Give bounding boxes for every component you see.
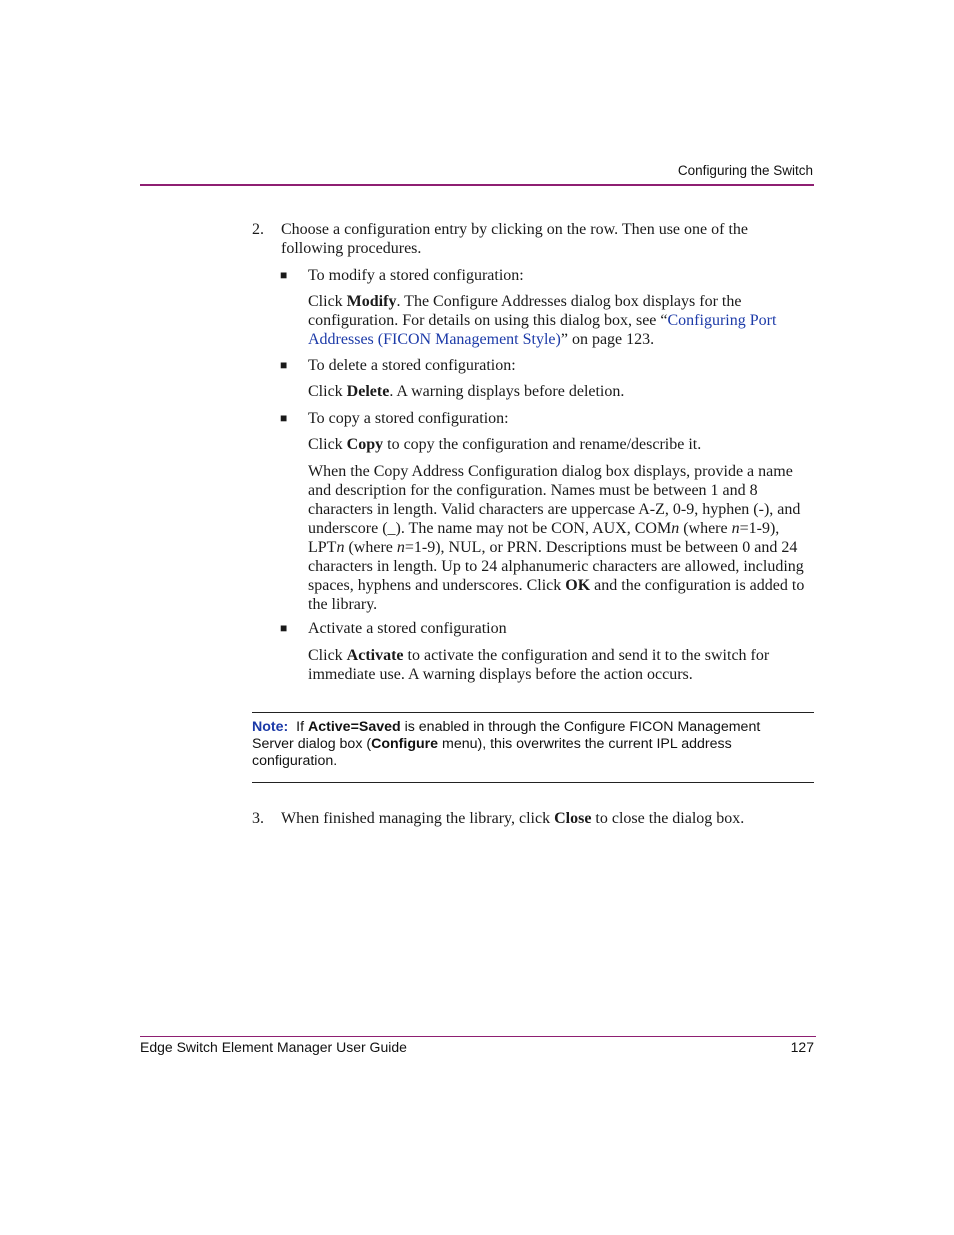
bullet-square-icon: ■ [280,268,288,282]
configuring-port-addresses-link[interactable]: Configuring Port Addresses (FICON Management Style) [308,312,777,348]
bullet-text: To modify a stored configuration: [308,267,524,284]
header-rule [140,184,814,186]
activate-button-ref: Activate [346,647,404,664]
note-top-rule [252,712,814,713]
delete-button-ref: Delete [346,383,390,400]
close-button-ref: Close [554,810,592,827]
footer-rule [140,1036,816,1037]
step-number: 2. [252,221,264,238]
modify-paragraph: Click Modify. The Configure Addresses dialog box displays for the configuration. For details on using this dialog box, see “Configuring Port Addresses (FICON Management Style)” on page 123. [308,293,777,348]
footer-title: Edge Switch Element Manager User Guide [140,1039,407,1055]
bullet-text: To delete a stored configuration: [308,357,516,374]
ok-button-ref: OK [565,577,591,594]
bullet-square-icon: ■ [280,411,288,425]
delete-paragraph: Click Delete. A warning displays before deletion. [308,383,625,400]
note-box: Note: If Active=Saved is enabled in through the Configure FICON Management Server dialog box (Configure menu), this overwrites the current IPL address configuration. [252,719,761,769]
bullet-square-icon: ■ [280,358,288,372]
step-text: When finished managing the library, click Close to close the dialog box. [281,810,745,827]
note-label: Note: [252,719,289,735]
step-text: Choose a configuration entry by clicking on the row. Then use one of the following procedures. [281,221,748,257]
copy-details-paragraph: When the Copy Address Configuration dialog box displays, provide a name and description for the configuration. Names must be between 1 and 8 characters in length. Valid characters are uppercase A-Z, 0-9, hyphen (-), and underscore (_). The name may not be CON, AUX, COMn (where n=1-9), LPTn (where n=1-9), NUL, or PRN. Descriptions must be between 0 and 24 characters in length. Up to 24 alphanumeric characters are allowed, including spaces, hyphens and underscores. Click OK and the configuration is added to the library. [308,463,805,613]
bullet-square-icon: ■ [280,621,288,635]
bullet-text: To copy a stored configuration: [308,410,509,427]
page-number: 127 [790,1039,814,1055]
note-bottom-rule [252,782,814,783]
bullet-text: Activate a stored configuration [308,620,507,637]
copy-paragraph: Click Copy to copy the configuration and rename/describe it. [308,436,702,453]
copy-button-ref: Copy [346,436,384,453]
running-header: Configuring the Switch [677,163,813,178]
activate-paragraph: Click Activate to activate the configuration and send it to the switch for immediate use. A warning displays before the action occurs. [308,647,770,683]
modify-button-ref: Modify [346,293,397,310]
step-number: 3. [252,810,264,827]
